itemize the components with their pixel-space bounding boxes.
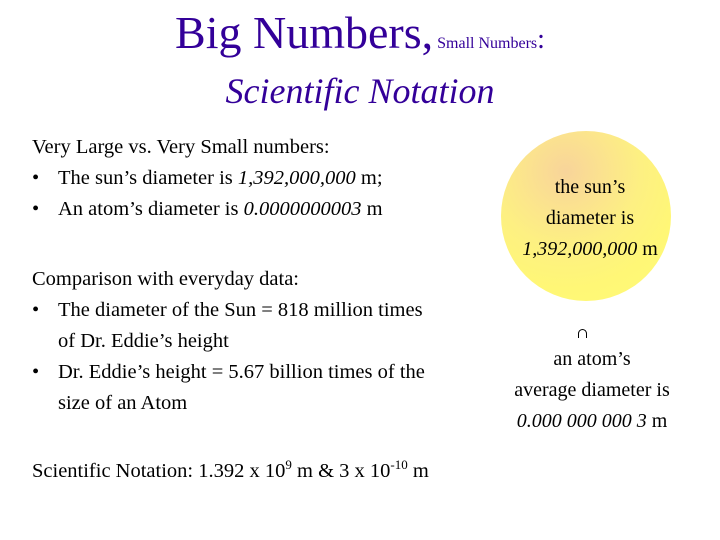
bullet-line: size of an Atom [58, 392, 188, 414]
sun-caption-value-line [480, 234, 700, 265]
bullet-suffix: m; [355, 167, 383, 189]
slide-subtitle: Scientific Notation [225, 71, 495, 111]
sci-mid: m & 3 x 10 [291, 460, 391, 482]
atom-caption-unit: m [646, 410, 668, 432]
scientific-notation-text [32, 456, 429, 487]
bullet-line: of Dr. Eddie’s height [58, 330, 229, 352]
atom-caption-value: 0.000 000 000 3 [516, 410, 647, 432]
intro-heading: Very Large vs. Very Small numbers: [32, 136, 330, 158]
atom-icon [578, 329, 587, 338]
bullet-dot: • [32, 361, 40, 383]
atom-caption-line: average diameter is [514, 379, 670, 401]
comparison-heading: Comparison with everyday data: [32, 268, 300, 290]
sun-caption [480, 172, 700, 265]
scientific-notation-line [32, 456, 429, 487]
sun-caption-line: diameter is [545, 207, 635, 229]
height-atom-bullet [32, 357, 425, 419]
bullet-dot: • [32, 167, 40, 189]
sun-diameter-value: 1,392,000,000 [237, 167, 356, 189]
sun-diameter-bullet [32, 163, 383, 194]
atom-diameter-value: 0.0000000003 [243, 198, 362, 220]
title-colon: : [537, 24, 545, 55]
atom-diameter-bullet [32, 194, 383, 225]
title-big-numbers: Big Numbers, [175, 7, 434, 58]
sci-exponent-9: 9 [285, 457, 292, 472]
bullet-line: Dr. Eddie’s height = 5.67 billion times of the [58, 361, 425, 383]
sci-end: m [407, 460, 429, 482]
bullet-prefix: The sun’s diameter is [58, 167, 238, 189]
sun-caption-unit: m [637, 238, 658, 260]
sci-exponent-minus-10: -10 [390, 457, 408, 472]
atom-caption [478, 344, 706, 437]
bullet-line: The diameter of the Sun = 818 million times [58, 299, 423, 321]
comparison-block [32, 264, 425, 419]
bullet-suffix: m [361, 198, 383, 220]
sun-caption-value: 1,392,000,000 [522, 238, 638, 260]
intro-block [32, 132, 383, 225]
slide-title [0, 6, 720, 59]
sun-caption-line: the sun’s [554, 176, 626, 198]
title-small-numbers: Small Numbers [437, 35, 538, 52]
bullet-dot: • [32, 299, 40, 321]
bullet-dot: • [32, 198, 40, 220]
sun-height-bullet [32, 295, 425, 357]
bullet-prefix: An atom’s diameter is [58, 198, 244, 220]
atom-caption-line: an atom’s [553, 348, 631, 370]
atom-caption-value-line [478, 406, 706, 437]
sci-label: Scientific Notation: 1.392 x 10 [32, 460, 286, 482]
